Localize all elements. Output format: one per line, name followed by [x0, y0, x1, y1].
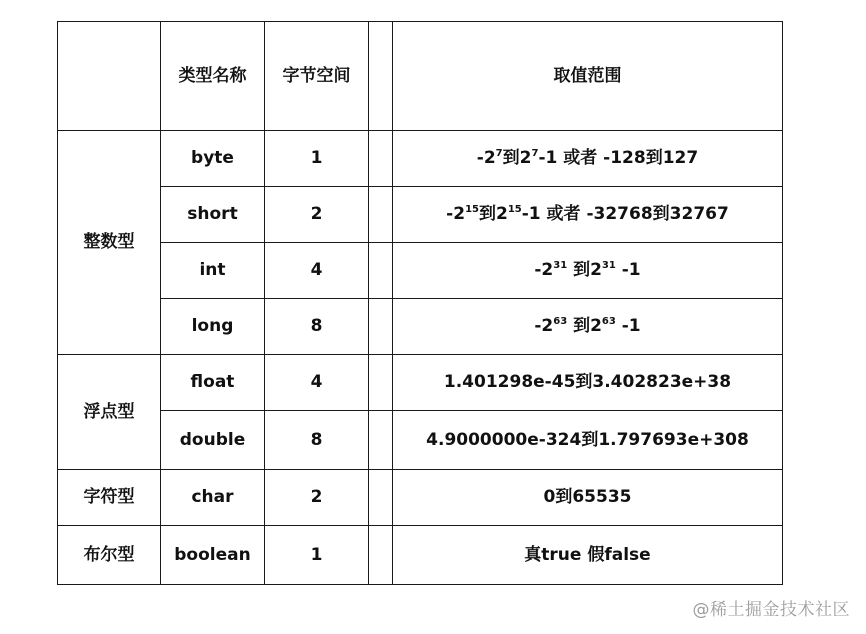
range-text: 4.9000000e-324到1.797693e+308	[426, 429, 749, 450]
table-row	[58, 470, 783, 526]
header-type-name: 类型名称	[161, 22, 265, 131]
range-text: 0到65535	[543, 487, 632, 508]
range-text: 到2	[567, 316, 602, 337]
table-body	[58, 22, 783, 585]
header-spacer-cell	[369, 22, 393, 131]
range-exponent: 63	[601, 316, 616, 328]
table-row	[58, 526, 783, 585]
header-range: 取值范围	[393, 22, 783, 131]
range-exponent: 7	[495, 148, 503, 160]
spacer-cell	[369, 411, 393, 470]
range-exponent: 31	[601, 260, 616, 272]
category-cell: 浮点型	[58, 355, 161, 470]
range-text: -2	[534, 260, 554, 281]
range-cell	[393, 355, 783, 411]
byte-size-cell: 4	[265, 243, 369, 299]
range-exponent: 7	[531, 148, 539, 160]
byte-size-cell: 1	[265, 526, 369, 585]
range-text: -1	[615, 260, 641, 281]
type-name-cell: long	[161, 299, 265, 355]
watermark-text: @稀土掘金技术社区	[692, 600, 850, 620]
range-exponent: 15	[465, 204, 479, 216]
byte-size-cell: 2	[265, 470, 369, 526]
type-name-cell: int	[161, 243, 265, 299]
byte-size-cell: 4	[265, 355, 369, 411]
category-cell: 整数型	[58, 131, 161, 355]
type-name-cell: float	[161, 355, 265, 411]
range-text: -2	[534, 316, 554, 337]
spacer-cell	[369, 355, 393, 411]
data-types-table	[57, 21, 783, 585]
category-cell: 布尔型	[58, 526, 161, 585]
type-name-cell: boolean	[161, 526, 265, 585]
type-name-cell: char	[161, 470, 265, 526]
category-cell: 字符型	[58, 470, 161, 526]
range-cell	[393, 411, 783, 470]
byte-size-cell: 2	[265, 187, 369, 243]
table-row	[58, 355, 783, 411]
range-cell	[393, 187, 783, 243]
table-row	[58, 187, 783, 243]
range-text: -1 或者 -128到127	[538, 148, 699, 169]
range-cell	[393, 243, 783, 299]
range-text: -1 或者 -32768到32767	[521, 204, 729, 225]
byte-size-cell: 8	[265, 299, 369, 355]
range-text: 到2	[502, 148, 532, 169]
byte-size-cell: 1	[265, 131, 369, 187]
range-text: 到2	[478, 204, 508, 225]
type-name-cell: short	[161, 187, 265, 243]
spacer-cell	[369, 299, 393, 355]
table-row	[58, 243, 783, 299]
header-category-cell	[58, 22, 161, 131]
spacer-cell	[369, 187, 393, 243]
range-text: 到2	[567, 260, 602, 281]
spacer-cell	[369, 470, 393, 526]
range-cell	[393, 299, 783, 355]
range-exponent: 15	[507, 204, 522, 216]
byte-size-cell: 8	[265, 411, 369, 470]
range-text: 1.401298e-45到3.402823e+38	[443, 372, 732, 393]
table-row	[58, 411, 783, 470]
table-row	[58, 299, 783, 355]
range-exponent: 63	[553, 316, 568, 328]
type-name-cell: double	[161, 411, 265, 470]
range-cell	[393, 470, 783, 526]
range-cell	[393, 131, 783, 187]
range-text: 真true 假false	[524, 544, 651, 565]
header-byte-size: 字节空间	[265, 22, 369, 131]
type-name-cell: byte	[161, 131, 265, 187]
range-exponent: 31	[553, 260, 568, 272]
range-cell	[393, 526, 783, 585]
range-text: -2	[446, 204, 466, 225]
spacer-cell	[369, 131, 393, 187]
spacer-cell	[369, 526, 393, 585]
table-row	[58, 131, 783, 187]
spacer-cell	[369, 243, 393, 299]
header-row	[58, 22, 783, 131]
range-text: -1	[615, 316, 641, 337]
range-text: -2	[476, 148, 496, 169]
